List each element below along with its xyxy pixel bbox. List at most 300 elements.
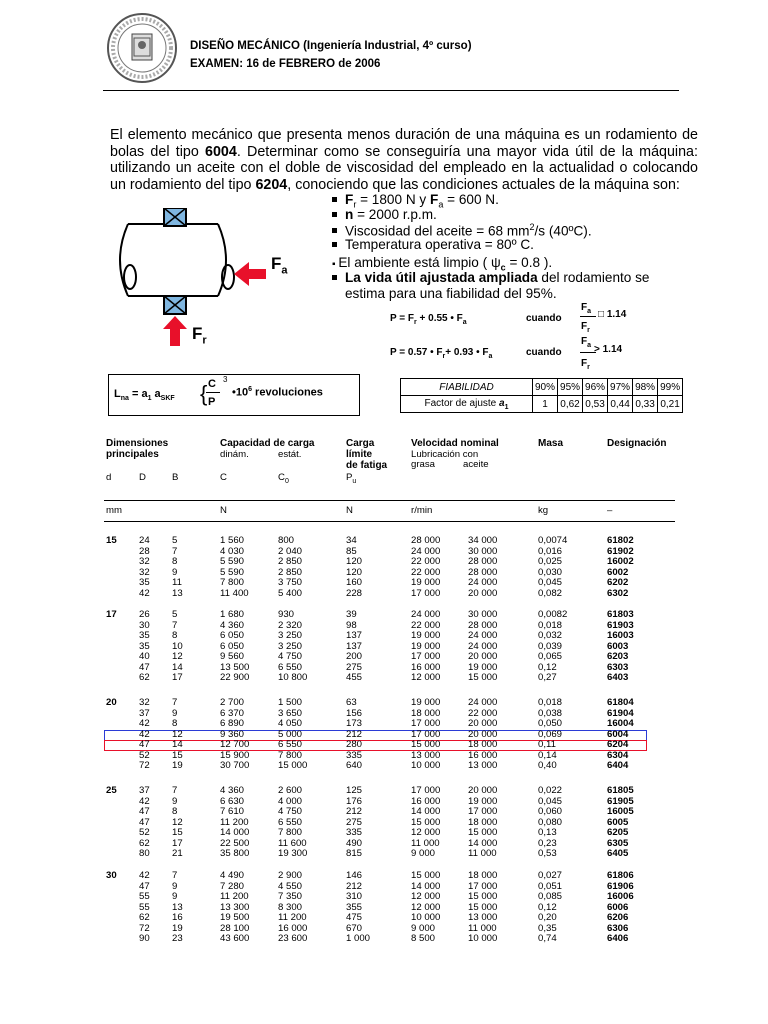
- condition-speed: n = 2000 r.p.m.: [332, 207, 437, 222]
- formula-p-high: P = 0.57 • $F_r+ 0.93$ • $F_a$: [390, 347, 493, 360]
- condition-life-line2: estima para una fiabilidad del 95%.: [345, 286, 557, 301]
- life-equation-brace: {: [200, 381, 208, 406]
- formula-p-low: $P = F_r + 0.55$ • $F_a$: [390, 313, 467, 326]
- cell-stat-load: 3 650: [278, 707, 303, 719]
- cell-stat-load: 4 750: [278, 806, 303, 817]
- cell-stat-load: 6 550: [278, 661, 303, 673]
- problem-statement: El elemento mecánico que presenta menos duración de una máquina es un rodamiento de bolas del tipo 6004. Determinar como se conseguiría una mayor vida útil de la máquina: utilizando un aceite con el doble de viscosidad del empleado en la actualidad o colocando un rodamiento del tipo 6204, conociendo que las condiciones actuales de la máquina son:: [110, 127, 698, 193]
- cell-width: 7: [172, 619, 178, 631]
- cell-dyn-load: 11 400: [220, 587, 249, 599]
- cell-speed-grease: 22 000: [411, 556, 441, 567]
- cell-speed-grease: 28 000: [411, 535, 441, 546]
- cell-fatigue-limit: 212: [346, 880, 363, 892]
- cell-designation: 16002: [607, 556, 634, 567]
- life-equation-p: P: [208, 396, 216, 408]
- cell-stat-load: 2 600: [278, 785, 303, 796]
- cell-mass: 0,40: [538, 760, 557, 771]
- cell-speed-grease: 12 000: [411, 901, 441, 913]
- bore-diameter: 20: [106, 697, 117, 708]
- cell-outer-dia: 47: [139, 816, 150, 828]
- reliability-factor: 1: [533, 396, 558, 413]
- university-seal: [106, 12, 178, 84]
- cell-fatigue-limit: 275: [346, 816, 363, 828]
- cell-fatigue-limit: 455: [346, 672, 363, 683]
- cell-mass: 0,12: [538, 901, 557, 913]
- cell-outer-dia: 52: [139, 827, 150, 838]
- cell-designation: 6406: [607, 933, 629, 944]
- cell-stat-load: 7 800: [278, 827, 303, 838]
- cell-designation: 6205: [607, 827, 629, 838]
- cell-stat-load: 4 050: [278, 718, 303, 729]
- ratio-1-num: $F_a$: [581, 302, 592, 315]
- cell-stat-load: 3 250: [278, 640, 303, 652]
- th-capacity-dyn: dinám.: [220, 449, 249, 460]
- cell-speed-oil: 20 000: [468, 651, 498, 662]
- cell-designation: 61906: [607, 880, 634, 892]
- cell-speed-oil: 11 000: [468, 922, 497, 934]
- cell-stat-load: 1 500: [278, 697, 303, 708]
- cell-fatigue-limit: 160: [346, 577, 363, 588]
- cell-stat-load: 6 550: [278, 816, 303, 828]
- condition-forces: $F_r = 1800$ N y $F_a = 600$ N.: [332, 192, 499, 210]
- cell-dyn-load: 4 030: [220, 545, 245, 557]
- cell-dyn-load: 13 300: [220, 901, 250, 913]
- cell-speed-oil: 18 000: [468, 870, 498, 881]
- cell-speed-grease: 22 000: [411, 566, 441, 578]
- cell-dyn-load: 4 360: [220, 785, 245, 796]
- th-dimensions: Dimensiones principales: [106, 438, 169, 460]
- reliability-factor: 0,33: [633, 396, 658, 413]
- cell-stat-load: 15 000: [278, 760, 308, 771]
- cell-designation: 61802: [607, 535, 634, 546]
- cell-dyn-load: 15 900: [220, 749, 250, 761]
- cell-designation: 61905: [607, 795, 634, 807]
- cell-dyn-load: 7 800: [220, 577, 245, 588]
- life-equation-rhs: $•10^6$ revoluciones: [232, 386, 323, 399]
- cell-fatigue-limit: 137: [346, 640, 363, 652]
- cell-outer-dia: 26: [139, 609, 150, 620]
- cell-outer-dia: 32: [139, 566, 150, 578]
- cell-speed-oil: 17 000: [468, 880, 498, 892]
- th-oil: aceite: [463, 459, 489, 470]
- cell-speed-grease: 10 000: [411, 912, 441, 923]
- cell-speed-oil: 15 000: [468, 901, 498, 913]
- reliability-pct: 95%: [558, 379, 583, 396]
- cell-outer-dia: 35: [139, 630, 150, 641]
- cell-width: 12: [172, 816, 183, 828]
- life-equation-lhs: $L_{na} = a_1$ $a_{SKF}$: [114, 388, 175, 403]
- cell-width: 8: [172, 630, 178, 641]
- cell-designation: 16004: [607, 718, 634, 729]
- cell-outer-dia: 62: [139, 837, 150, 849]
- cell-outer-dia: 47: [139, 739, 150, 750]
- cell-designation: 6002: [607, 566, 629, 578]
- unit-rpm: r/min: [411, 505, 433, 516]
- cell-mass: 0,082: [538, 587, 563, 599]
- cell-width: 21: [172, 848, 183, 859]
- cell-mass: 0,080: [538, 816, 563, 828]
- cell-speed-grease: 12 000: [411, 891, 441, 902]
- cell-stat-load: 10 800: [278, 672, 308, 683]
- ratio-1-den: $F_r$: [581, 321, 590, 334]
- bore-diameter: 15: [106, 535, 117, 546]
- cell-outer-dia: 24: [139, 535, 150, 546]
- shaft-diagram: [112, 208, 317, 348]
- cell-speed-oil: 11 000: [468, 848, 497, 859]
- cell-width: 17: [172, 672, 183, 683]
- th-D: D: [139, 472, 146, 483]
- cell-speed-oil: 20 000: [468, 785, 498, 796]
- cell-fatigue-limit: 670: [346, 922, 363, 934]
- cell-speed-oil: 30 000: [468, 609, 498, 620]
- cell-speed-grease: 12 000: [411, 827, 441, 838]
- cell-designation: 6003: [607, 640, 629, 652]
- unit-dash: –: [607, 505, 613, 516]
- cell-outer-dia: 47: [139, 661, 150, 673]
- cell-designation: 6004: [607, 728, 629, 740]
- cell-dyn-load: 1 680: [220, 609, 245, 620]
- cell-fatigue-limit: 490: [346, 837, 363, 849]
- cell-dyn-load: 1 560: [220, 535, 245, 546]
- cell-outer-dia: 62: [139, 912, 150, 923]
- cell-outer-dia: 55: [139, 901, 150, 913]
- cell-speed-oil: 17 000: [468, 806, 498, 817]
- cell-stat-load: 2 850: [278, 566, 303, 578]
- condition-temperature: Temperatura operativa = 80º C.: [332, 237, 534, 252]
- cell-speed-grease: 17 000: [411, 587, 441, 599]
- reliability-factor: 0,53: [583, 396, 608, 413]
- cell-speed-grease: 18 000: [411, 707, 441, 719]
- cell-fatigue-limit: 335: [346, 749, 363, 761]
- cell-speed-grease: 19 000: [411, 640, 441, 652]
- th-grease: grasa: [411, 459, 435, 470]
- th-capacity: Capacidad de carga: [220, 438, 315, 449]
- cell-mass: 0,050: [538, 718, 563, 729]
- reliability-pct: 99%: [658, 379, 683, 396]
- cell-width: 19: [172, 922, 183, 934]
- life-equation-bar: [206, 392, 220, 393]
- cell-designation: 6006: [607, 901, 629, 913]
- cell-fatigue-limit: 475: [346, 912, 363, 923]
- cell-mass: 0,032: [538, 630, 563, 641]
- cell-fatigue-limit: 63: [346, 697, 357, 708]
- cell-dyn-load: 12 700: [220, 739, 250, 750]
- cell-speed-grease: 9 000: [411, 922, 436, 934]
- cell-dyn-load: 13 500: [220, 661, 250, 673]
- cell-outer-dia: 72: [139, 760, 150, 771]
- cell-speed-grease: 16 000: [411, 795, 441, 807]
- cell-fatigue-limit: 39: [346, 609, 357, 620]
- cell-dyn-load: 11 200: [220, 816, 249, 828]
- cell-speed-oil: 28 000: [468, 566, 498, 578]
- cell-speed-oil: 13 000: [468, 760, 498, 771]
- cell-mass: 0,14: [538, 749, 557, 761]
- cell-designation: 16006: [607, 891, 634, 902]
- condition-viscosity: Viscosidad del aceite = 68 $mm^2/s$ (40ºC).: [332, 222, 592, 239]
- th-lubrication: Lubricación con: [411, 449, 479, 460]
- cell-width: 7: [172, 785, 178, 796]
- reliability-factor: 0,21: [658, 396, 683, 413]
- reliability-header-row: [401, 379, 683, 396]
- cell-mass: 0,13: [538, 827, 557, 838]
- cell-speed-grease: 17 000: [411, 651, 441, 662]
- reliability-pct: 96%: [583, 379, 608, 396]
- cell-stat-load: 8 300: [278, 901, 303, 913]
- reliability-factor: 0,62: [558, 396, 583, 413]
- bore-diameter: 17: [106, 609, 117, 620]
- cell-speed-oil: 20 000: [468, 718, 498, 729]
- highlight-6204: [104, 740, 647, 751]
- cell-outer-dia: 42: [139, 728, 150, 740]
- cell-outer-dia: 30: [139, 619, 150, 631]
- cell-outer-dia: 55: [139, 891, 150, 902]
- cell-designation: 6306: [607, 922, 629, 934]
- cell-fatigue-limit: 120: [346, 566, 363, 578]
- cell-fatigue-limit: 173: [346, 718, 363, 729]
- cell-dyn-load: 6 050: [220, 630, 245, 641]
- cell-dyn-load: 7 610: [220, 806, 245, 817]
- cell-speed-oil: 16 000: [468, 749, 498, 761]
- cell-fatigue-limit: 228: [346, 587, 363, 599]
- ratio-1-bar: [580, 316, 596, 317]
- cell-speed-grease: 16 000: [411, 661, 441, 673]
- cell-fatigue-limit: 125: [346, 785, 363, 796]
- cell-mass: 0,045: [538, 577, 563, 588]
- cell-width: 7: [172, 697, 178, 708]
- cell-speed-oil: 19 000: [468, 795, 498, 807]
- cell-designation: 6203: [607, 651, 629, 662]
- cell-dyn-load: 6 370: [220, 707, 245, 719]
- cell-outer-dia: 35: [139, 577, 150, 588]
- cell-stat-load: 4 750: [278, 651, 303, 662]
- cell-width: 5: [172, 535, 178, 546]
- cell-dyn-load: 19 500: [220, 912, 250, 923]
- cell-outer-dia: 72: [139, 922, 150, 934]
- cell-width: 15: [172, 749, 183, 761]
- axial-force-label: $F_a$: [271, 254, 288, 277]
- formula-when-2: cuando: [526, 347, 562, 358]
- cell-mass: 0,045: [538, 795, 563, 807]
- cell-speed-oil: 24 000: [468, 697, 498, 708]
- cell-width: 8: [172, 806, 178, 817]
- cell-speed-grease: 17 000: [411, 785, 441, 796]
- cell-mass: 0,23: [538, 837, 557, 849]
- cell-mass: 0,0082: [538, 609, 568, 620]
- condition-1: □ 1.14: [598, 309, 627, 320]
- cell-width: 9: [172, 795, 178, 807]
- th-fatigue: Carga límite de fatiga: [346, 438, 388, 471]
- cell-speed-grease: 10 000: [411, 760, 441, 771]
- cell-designation: 61806: [607, 870, 634, 881]
- cell-speed-grease: 15 000: [411, 739, 441, 750]
- cell-width: 7: [172, 545, 178, 557]
- reliability-table: [400, 378, 683, 413]
- table-rule-units: [104, 521, 675, 522]
- cell-fatigue-limit: 98: [346, 619, 357, 631]
- cell-mass: 0,74: [538, 933, 557, 944]
- exam-date: EXAMEN: 16 de FEBRERO de 2006: [190, 58, 381, 70]
- reliability-pct: 98%: [633, 379, 658, 396]
- cell-stat-load: 2 320: [278, 619, 303, 631]
- cell-width: 11: [172, 577, 182, 588]
- cell-dyn-load: 6 050: [220, 640, 245, 652]
- cell-mass: 0,27: [538, 672, 557, 683]
- cell-width: 15: [172, 827, 183, 838]
- cell-fatigue-limit: 310: [346, 891, 363, 902]
- cell-mass: 0,11: [538, 739, 556, 750]
- th-C: C: [220, 472, 227, 483]
- cell-stat-load: 7 350: [278, 891, 303, 902]
- cell-dyn-load: 5 590: [220, 556, 245, 567]
- cell-mass: 0,051: [538, 880, 563, 892]
- cell-designation: 6206: [607, 912, 629, 923]
- cell-width: 12: [172, 651, 183, 662]
- cell-stat-load: 23 600: [278, 933, 308, 944]
- cell-speed-oil: 15 000: [468, 827, 498, 838]
- cell-speed-oil: 30 000: [468, 545, 498, 557]
- cell-outer-dia: 42: [139, 718, 150, 729]
- cell-speed-grease: 11 000: [411, 837, 440, 849]
- cell-outer-dia: 47: [139, 880, 150, 892]
- cell-designation: 61903: [607, 619, 634, 631]
- cell-outer-dia: 37: [139, 785, 150, 796]
- cell-outer-dia: 42: [139, 795, 150, 807]
- cell-fatigue-limit: 34: [346, 535, 357, 546]
- cell-designation: 16005: [607, 806, 634, 817]
- cell-stat-load: 4 000: [278, 795, 303, 807]
- cell-dyn-load: 9 560: [220, 651, 245, 662]
- cell-speed-grease: 24 000: [411, 545, 441, 557]
- cell-speed-oil: 20 000: [468, 587, 498, 599]
- cell-width: 9: [172, 891, 178, 902]
- cell-designation: 6305: [607, 837, 629, 849]
- condition-life: La vida útil ajustada ampliada del rodamiento se: [332, 270, 649, 285]
- cell-stat-load: 6 550: [278, 739, 303, 750]
- cell-fatigue-limit: 176: [346, 795, 363, 807]
- cell-fatigue-limit: 212: [346, 728, 363, 740]
- cell-speed-oil: 19 000: [468, 661, 498, 673]
- cell-stat-load: 2 040: [278, 545, 303, 557]
- reliability-head: FIABILIDAD: [401, 379, 533, 396]
- unit-mm: mm: [106, 505, 122, 516]
- cell-stat-load: 2 900: [278, 870, 303, 881]
- cell-speed-grease: 19 000: [411, 577, 441, 588]
- cell-designation: 61904: [607, 707, 634, 719]
- cell-speed-oil: 13 000: [468, 912, 498, 923]
- cell-speed-oil: 24 000: [468, 577, 498, 588]
- th-speed: Velocidad nominal: [411, 438, 499, 449]
- life-equation-exp: 3: [223, 375, 228, 384]
- cell-designation: 6404: [607, 760, 629, 771]
- cell-mass: 0,016: [538, 545, 563, 557]
- cell-outer-dia: 42: [139, 870, 150, 881]
- cell-speed-oil: 28 000: [468, 556, 498, 567]
- cell-width: 14: [172, 739, 183, 750]
- table-rule-top: [104, 500, 675, 501]
- ratio-2-num: $F_a$: [581, 336, 592, 349]
- cell-dyn-load: 7 280: [220, 880, 245, 892]
- header-rule: [103, 90, 679, 91]
- cell-speed-oil: 34 000: [468, 535, 498, 546]
- cell-stat-load: 930: [278, 609, 295, 620]
- cell-designation: 6202: [607, 577, 629, 588]
- cell-speed-grease: 12 000: [411, 672, 441, 683]
- cell-outer-dia: 40: [139, 651, 150, 662]
- course-title: DISEÑO MECÁNICO (Ingeniería Industrial, 4º curso): [190, 40, 472, 52]
- cell-designation: 6302: [607, 587, 629, 599]
- th-designation: Designación: [607, 438, 667, 449]
- cell-width: 12: [172, 728, 183, 740]
- cell-dyn-load: 22 900: [220, 672, 250, 683]
- cell-outer-dia: 28: [139, 545, 150, 557]
- cell-width: 16: [172, 912, 183, 923]
- cell-mass: 0,025: [538, 556, 563, 567]
- cell-dyn-load: 5 590: [220, 566, 245, 578]
- cell-outer-dia: 90: [139, 933, 150, 944]
- cell-mass: 0,038: [538, 707, 563, 719]
- cell-mass: 0,065: [538, 651, 563, 662]
- cell-speed-grease: 15 000: [411, 816, 441, 828]
- cell-designation: 6204: [607, 739, 629, 750]
- reliability-factor: 0,44: [608, 396, 633, 413]
- cell-mass: 0,030: [538, 566, 563, 578]
- cell-speed-grease: 22 000: [411, 619, 441, 631]
- cell-mass: 0,018: [538, 697, 563, 708]
- reliability-pct: 90%: [533, 379, 558, 396]
- cell-mass: 0,060: [538, 806, 563, 817]
- cell-fatigue-limit: 1 000: [346, 933, 371, 944]
- cell-speed-oil: 10 000: [468, 933, 498, 944]
- cell-width: 19: [172, 760, 183, 771]
- cell-designation: 61803: [607, 609, 634, 620]
- cell-speed-grease: 19 000: [411, 697, 441, 708]
- cell-designation: 6005: [607, 816, 629, 828]
- cell-stat-load: 11 200: [278, 912, 307, 923]
- cell-mass: 0,018: [538, 619, 563, 631]
- bore-diameter: 25: [106, 785, 117, 796]
- cell-speed-grease: 17 000: [411, 728, 441, 740]
- th-B: B: [172, 472, 179, 483]
- cell-width: 7: [172, 870, 178, 881]
- unit-n-fatigue: N: [346, 505, 353, 516]
- cell-dyn-load: 14 000: [220, 827, 250, 838]
- cell-outer-dia: 32: [139, 697, 150, 708]
- cell-speed-oil: 15 000: [468, 891, 498, 902]
- cell-speed-grease: 14 000: [411, 806, 441, 817]
- bore-diameter: 30: [106, 870, 117, 881]
- cell-fatigue-limit: 200: [346, 651, 363, 662]
- cell-stat-load: 3 750: [278, 577, 303, 588]
- cell-stat-load: 800: [278, 535, 295, 546]
- th-mass: Masa: [538, 438, 564, 449]
- life-equation-c: C: [208, 378, 216, 390]
- cell-outer-dia: 35: [139, 640, 150, 652]
- cell-stat-load: 3 250: [278, 630, 303, 641]
- cell-speed-oil: 24 000: [468, 630, 498, 641]
- cell-speed-oil: 15 000: [468, 672, 498, 683]
- cell-dyn-load: 30 700: [220, 760, 250, 771]
- cell-designation: 6303: [607, 661, 629, 673]
- cell-dyn-load: 4 360: [220, 619, 245, 631]
- cell-mass: 0,069: [538, 728, 563, 740]
- cell-speed-oil: 22 000: [468, 707, 498, 719]
- cell-dyn-load: 28 100: [220, 922, 250, 934]
- cell-outer-dia: 62: [139, 672, 150, 683]
- cell-mass: 0,35: [538, 922, 557, 934]
- unit-kg: kg: [538, 505, 549, 516]
- cell-stat-load: 11 600: [278, 837, 307, 849]
- unit-n: N: [220, 505, 227, 516]
